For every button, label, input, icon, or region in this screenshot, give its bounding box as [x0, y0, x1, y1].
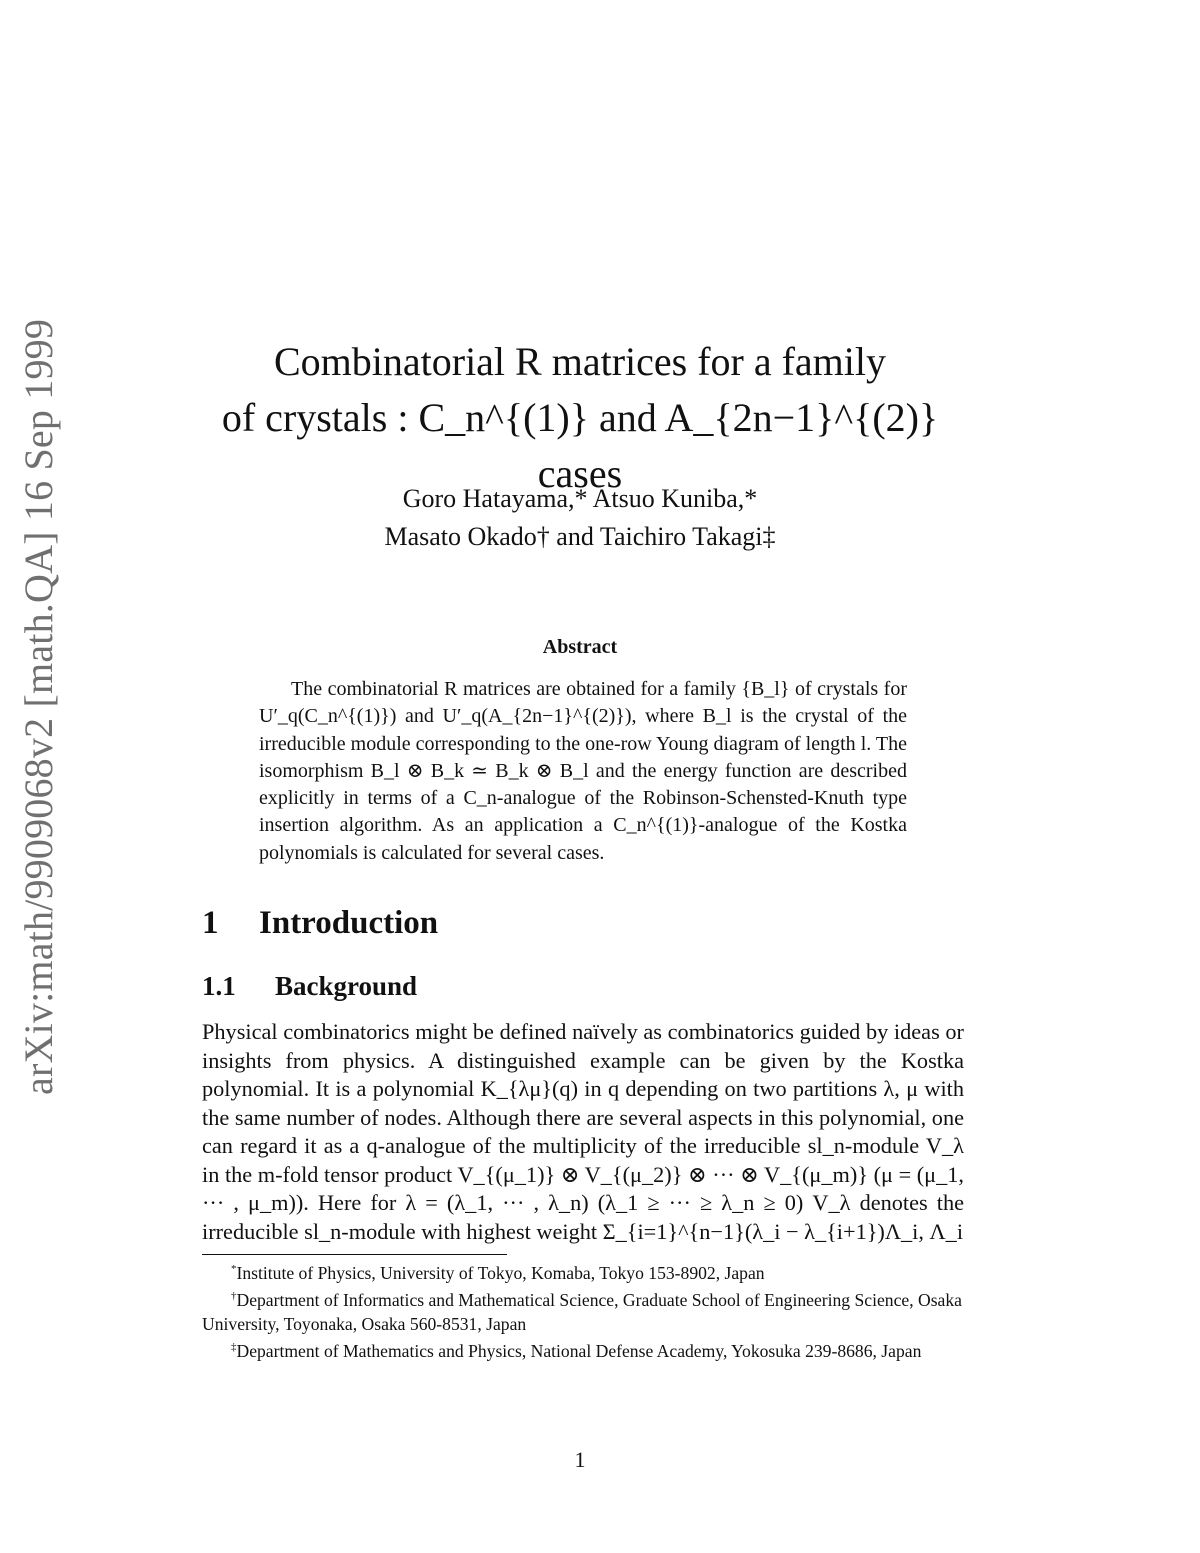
- footnote-text: Department of Informatics and Mathematical Science, Graduate School of Engineering Science, Osaka University, Toyonaka, Osaka 560-8531, Japan: [202, 1290, 962, 1334]
- footnote-mark: *: [231, 1263, 237, 1275]
- intro-paragraph-text: Physical combinatorics might be defined naïvely as combinatorics guided by ideas or insights from physics. A distinguished example can be given by the Kostka polynomial. It is a polynomial K_{λμ}(q) in q depending on two partitions λ, μ with the same number of nodes. Although there are several aspects in this polynomial, one can regard it as a q-analogue of the multiplicity of the irreducible sl_n-module V_λ in the m-fold tensor product V_{(μ_1)} ⊗ V_{(μ_2)} ⊗ ··· ⊗ V_{(μ_m)} (μ = (μ_1, ··· , μ_m)). Here for λ = (λ_1, ··· , λ_n) (λ_1 ≥ ··· ≥ λ_n ≥ 0) V_λ denotes the irreducible sl_n-module with highest weight Σ_{i=1}^{n−1}(λ_i − λ_{i+1})Λ_i, Λ_i: [202, 1019, 964, 1244]
- footnote-text: Institute of Physics, University of Tokyo, Komaba, Tokyo 153-8902, Japan: [236, 1262, 765, 1283]
- subsection-title: Background: [275, 971, 418, 1001]
- footnote-item: [202, 1285, 964, 1336]
- paper-title: Combinatorial R matrices for a family: [273, 339, 887, 384]
- footnote-mark: †: [231, 1290, 237, 1303]
- footnote-rule: [202, 1254, 507, 1255]
- paper-title-line2: of crystals : C_n^{(1)} and A_{2n−1}^{(2)} cases: [221, 395, 939, 496]
- footnote-item: [202, 1258, 964, 1285]
- abstract-body: [259, 676, 907, 867]
- footnote-text: Department of Mathematics and Physics, National Defense Academy, Yokosuka 239-8686, Japan: [236, 1341, 922, 1362]
- section-heading: [202, 905, 438, 942]
- footnotes: [202, 1258, 964, 1364]
- section-number: 1: [202, 905, 219, 941]
- subsection-number: 1.1: [202, 971, 236, 1001]
- abstract-heading: Abstract: [542, 636, 618, 658]
- arxiv-sidebar-stamp: arXiv:math/9909068v2 [math.QA] 16 Sep 1999: [16, 318, 61, 1095]
- subsection-heading: [202, 971, 417, 1002]
- intro-paragraph: [202, 1018, 964, 1246]
- page-number: 1: [574, 1447, 586, 1472]
- author-list-line1: Goro Hatayama,* Atsuo Kuniba,*: [402, 484, 758, 513]
- section-title: Introduction: [259, 905, 439, 941]
- author-list-line2: Masato Okado† and Taichiro Takagi‡: [384, 522, 776, 551]
- abstract-text: The combinatorial R matrices are obtained for a family {B_l} of crystals for U′_q(C_n^{(1)}) and U′_q(A_{2n−1}^{(2)}), where B_l is the crystal of the irreducible module corresponding to the one-row Young diagram of length l. The isomorphism B_l ⊗ B_k ≃ B_k ⊗ B_l and the energy function are described explicitly in terms of a C_n-analogue of the Robinson-Schensted-Knuth type insertion algorithm. As an application a C_n^{(1)}-analogue of the Kostka polynomials is calculated for several cases.: [259, 678, 907, 864]
- footnote-mark: ‡: [231, 1341, 237, 1354]
- footnote-item: [202, 1336, 964, 1363]
